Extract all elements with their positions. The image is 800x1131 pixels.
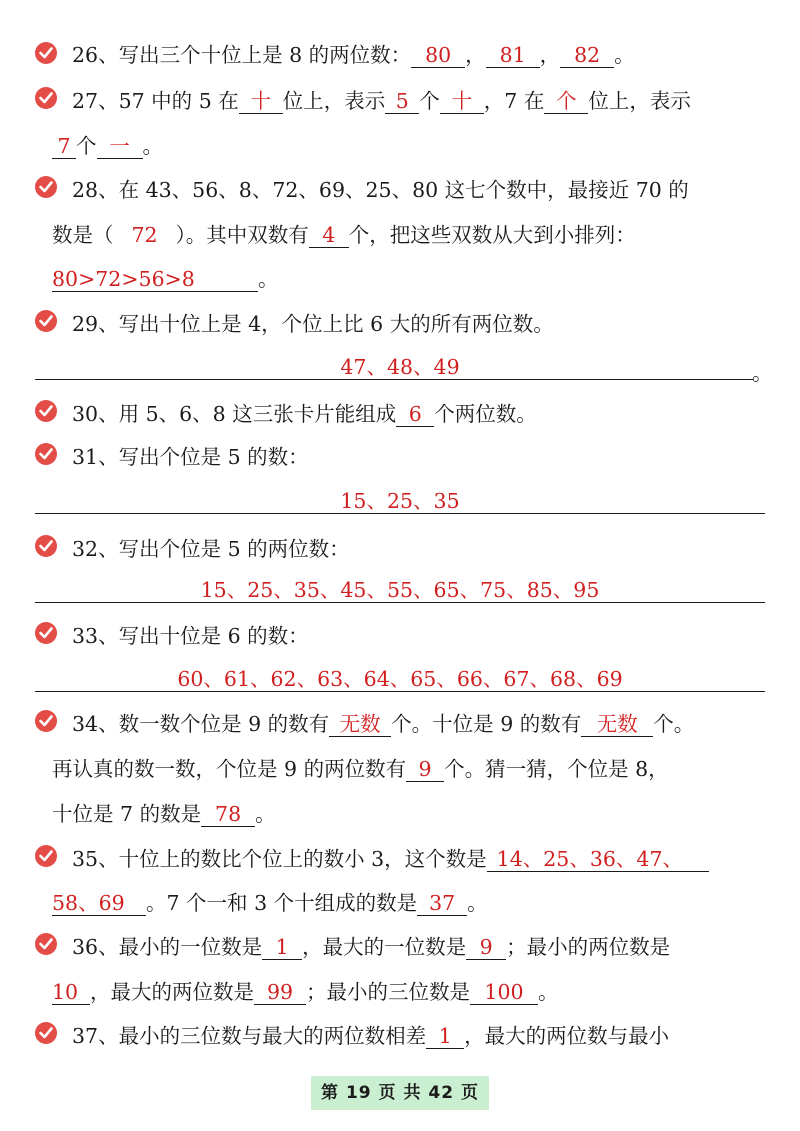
q36-answer-2: 9	[466, 935, 506, 960]
q28-answer-1: 72	[131, 223, 158, 247]
q34-text-2: 个。十位是 9 的数有	[391, 712, 582, 736]
check-icon	[35, 87, 57, 109]
question-35-line-1	[72, 844, 766, 874]
answer-rule	[35, 602, 765, 603]
check-icon	[35, 443, 57, 465]
q34-answer-4: 78	[201, 802, 255, 827]
q28-text-3: ）。其中双数有	[175, 223, 309, 247]
q36-text-5: ；最小的三位数是	[306, 980, 470, 1004]
q34-text-4: 再认真的数一数，个位是 9 的两位数有	[52, 757, 407, 781]
q36-answer-5: 100	[470, 980, 538, 1005]
q27-text-6: 个	[76, 134, 97, 158]
q36-text-3: ；最小的两位数是	[506, 935, 671, 959]
question-28-line-2	[52, 220, 766, 250]
check-icon	[35, 42, 57, 64]
q36-text-1: 36、最小的一位数是	[72, 935, 263, 959]
q35-answer-3: 37	[417, 891, 467, 916]
check-icon	[35, 622, 57, 644]
question-34-line-3	[52, 799, 766, 829]
check-icon	[35, 176, 57, 198]
q36-text-2: ，最大的一位数是	[302, 935, 467, 959]
question-27-line-2	[52, 131, 766, 161]
q27-end: 。	[142, 134, 163, 158]
check-icon	[35, 933, 57, 955]
q30-answer-1: 6	[396, 402, 434, 427]
q28-text-2: 数是（	[52, 223, 114, 247]
q27-answer-3: 十	[440, 89, 484, 114]
q30-text-2: 个两位数。	[434, 402, 537, 426]
question-34-line-1	[72, 709, 766, 739]
check-icon	[35, 1022, 57, 1044]
question-30	[72, 399, 766, 429]
check-icon	[35, 710, 57, 732]
q26-answer-1: 80	[411, 43, 465, 68]
q26-answer-2: 81	[486, 43, 540, 68]
q26-sep-2: ，	[539, 43, 561, 67]
answer-rule	[35, 513, 765, 514]
q32-answer: 15、25、35、45、55、65、75、85、95	[200, 578, 600, 602]
question-36-line-2	[52, 977, 766, 1007]
question-35-line-2	[52, 888, 766, 918]
q27-answer-2: 5	[385, 89, 419, 114]
q31-text: 31、写出个位是 5 的数：	[72, 445, 309, 469]
q26-text: 26、写出三个十位上是 8 的两位数：	[72, 43, 412, 67]
check-icon	[35, 535, 57, 557]
question-26	[72, 40, 766, 70]
question-37	[72, 1021, 766, 1051]
q28-answer-2: 4	[309, 223, 349, 248]
q35-text-2: 。7 个一和 3 个十组成的数是	[146, 891, 418, 915]
question-28-line-1	[72, 175, 766, 205]
q35-answer-1: 14、25、36、47、	[487, 847, 709, 872]
q28-text-1: 28、在 43、56、8、72、69、25、80 这七个数中，最接近 70 的	[72, 178, 689, 202]
q27-answer-4: 个	[544, 89, 588, 114]
q27-answer-5: 7	[52, 134, 76, 159]
q31-answer: 15、25、35	[340, 489, 460, 513]
q29-text: 29、写出十位上是 4，个位上比 6 大的所有两位数。	[72, 312, 554, 336]
q29-answer: 47、48、49	[340, 355, 460, 379]
q26-end: 。	[614, 43, 635, 67]
q27-text-2: 位上，表示	[282, 89, 386, 113]
answer-rule	[35, 379, 753, 380]
q28-answer-3: 80>72>56>8	[52, 267, 258, 292]
question-32	[72, 534, 766, 564]
q37-text-2: ，最大的两位数与最小	[464, 1024, 670, 1048]
q34-answer-3: 9	[406, 757, 444, 782]
q36-answer-1: 1	[262, 935, 302, 960]
q27-text-4: ，7 在	[483, 89, 545, 113]
q36-answer-4: 99	[254, 980, 306, 1005]
q37-answer-1: 1	[426, 1024, 464, 1049]
q27-text-3: 个	[419, 89, 440, 113]
q36-answer-3: 10	[52, 980, 90, 1005]
q34-text-6: 十位是 7 的数是	[52, 802, 202, 826]
q34-text-5: 个。猜一猜，个位是 8，	[444, 757, 669, 781]
answer-rule	[35, 691, 765, 692]
q37-text-1: 37、最小的三位数与最大的两位数相差	[72, 1024, 427, 1048]
q27-answer-1: 十	[239, 89, 283, 114]
check-icon	[35, 845, 57, 867]
q34-text-1: 34、数一数个位是 9 的数有	[72, 712, 330, 736]
q28-end: 。	[258, 267, 279, 291]
q36-text-4: ，最大的两位数是	[90, 980, 254, 1004]
q35-answer-2: 58、69	[52, 891, 146, 916]
q36-end: 。	[538, 980, 559, 1004]
question-31	[72, 442, 766, 472]
q30-text-1: 30、用 5、6、8 这三张卡片能组成	[72, 402, 397, 426]
q27-text-5: 位上，表示	[588, 89, 691, 113]
q26-sep-1: ，	[465, 43, 486, 67]
question-33	[72, 621, 766, 651]
q32-text: 32、写出个位是 5 的两位数：	[72, 537, 350, 561]
q34-answer-1: 无数	[329, 712, 391, 737]
question-29	[72, 309, 766, 339]
q34-answer-2: 无数	[581, 712, 653, 737]
check-icon	[35, 310, 57, 332]
q35-text-1: 35、十位上的数比个位上的数小 3，这个数是	[72, 847, 487, 871]
question-34-line-2	[52, 754, 766, 784]
q27-text-1: 27、57 中的 5 在	[72, 89, 239, 113]
q26-answer-3: 82	[560, 43, 614, 68]
q33-text: 33、写出十位是 6 的数：	[72, 624, 309, 648]
q27-answer-6: 一	[97, 134, 143, 159]
q35-end: 。	[467, 891, 488, 915]
question-28-line-3	[52, 264, 766, 294]
q34-text-3: 个。	[653, 712, 695, 736]
question-36-line-1	[72, 932, 766, 962]
q34-end: 。	[255, 802, 276, 826]
q29-end: 。	[752, 361, 773, 385]
q28-text-4: 个，把这些双数从大到小排列：	[348, 223, 636, 247]
check-icon	[35, 400, 57, 422]
q33-answer: 60、61、62、63、64、65、66、67、68、69	[177, 667, 623, 691]
page-number-footer: 第 19 页 共 42 页	[311, 1076, 489, 1110]
question-27-line-1	[72, 86, 766, 116]
